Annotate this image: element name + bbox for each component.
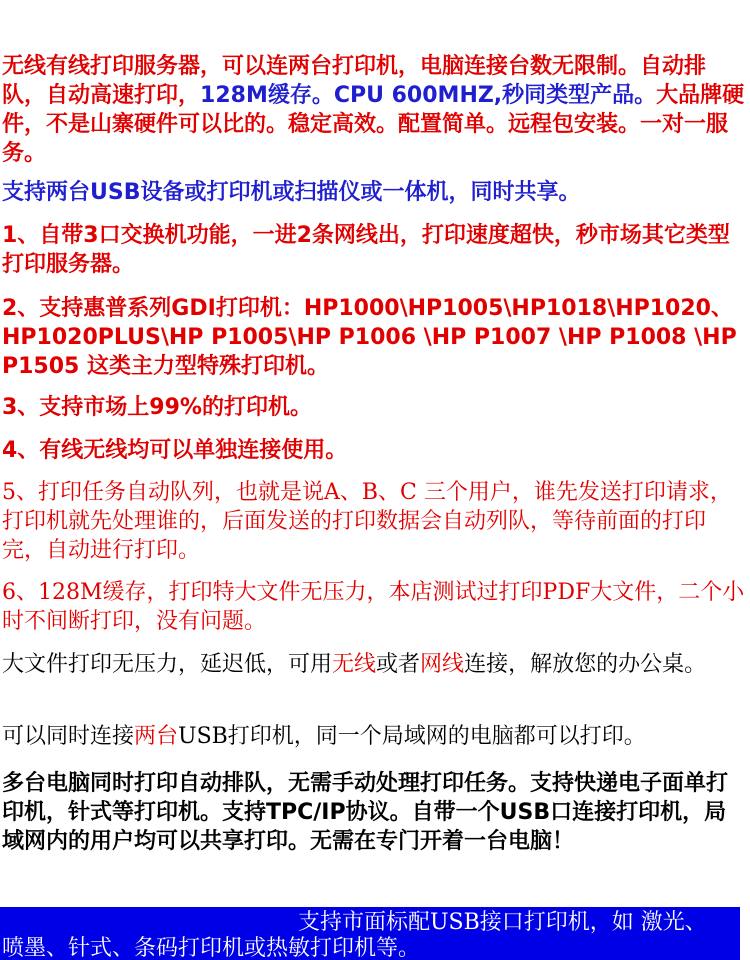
auto-queue-paragraph: 多台电脑同时打印自动排队，无需手动处理打印任务。支持快递电子面单打印机，针式等打印机。支持TPC/IP协议。自带一个USB口连接打印机，局域网内的用户均可以共享打印。无需在专门开着一台电脑！ [2, 771, 729, 854]
feature-5-paragraph: 5、打印任务自动队列，也就是说A、B、C 三个用户，谁先发送打印请求，打印机就先处理谁的，后面发送的打印数据会自动列队，等待前面的打印完，自动进行打印。 [2, 480, 732, 563]
feature-4-paragraph: 4、有线无线均可以单独连接使用。 [2, 438, 348, 463]
usb-share-paragraph: 支持两台USB设备或打印机或扫描仪或一体机，同时共享。 [2, 180, 581, 205]
feature-2-paragraph: 2、支持惠普系列GDI打印机：HP1000\HP1005\HP1018\HP1020、HP1020PLUS\HP P1005\HP P1006 \HP P1007 \HP P1008 \HP P1505 这类主力型特殊打印机。 [2, 296, 737, 379]
feature-6-paragraph: 6、128M缓存，打印特大文件无压力，本店测试过打印PDF大文件，二个小时不间断打印，没有问题。 [2, 580, 745, 634]
low-latency-text-a: 大文件打印无压力，延迟低，可用 [2, 652, 333, 677]
feature-3-paragraph: 3、支持市场上99%的打印机。 [2, 395, 312, 420]
two-units-highlight: 两台 [134, 724, 179, 749]
two-usb-text-c: USB打印机，同一个局域网的电脑都可以打印。 [178, 724, 646, 749]
feature-1-paragraph: 1、自带3口交换机功能，一进2条网线出，打印速度超快，秒市场其它类型打印服务器。 [2, 223, 730, 277]
intro-text-start: 无线有线打印服务器，可以连两台打印机，电脑连接台数无限制。自动排队，自动高速打印， [2, 54, 707, 108]
two-usb-paragraph [2, 722, 748, 751]
two-usb-text-a: 可以同时连接 [2, 724, 135, 749]
supported-printers-banner [0, 907, 740, 960]
banner-line-1: 支持市面标配USB接口打印机，如 激光、 [298, 910, 707, 935]
intro-cpu-highlight: 128M缓存。CPU 600MHZ,秒同类型产品。 [200, 83, 657, 108]
intro-paragraph [2, 52, 748, 168]
low-latency-paragraph [2, 650, 748, 679]
wireless-highlight: 无线 [332, 652, 377, 677]
low-latency-text-c: 或者 [376, 652, 421, 677]
low-latency-text-e: 连接，解放您的办公桌。 [464, 652, 707, 677]
intro-text-end: 大品牌硬件，不是山寨硬件可以比的。稳定高效。配置简单。远程包安装。一对一服务。 [2, 83, 745, 166]
wired-highlight: 网线 [420, 652, 465, 677]
banner-line-2: 喷墨、针式、条码打印机或热敏打印机等。 [2, 936, 421, 960]
